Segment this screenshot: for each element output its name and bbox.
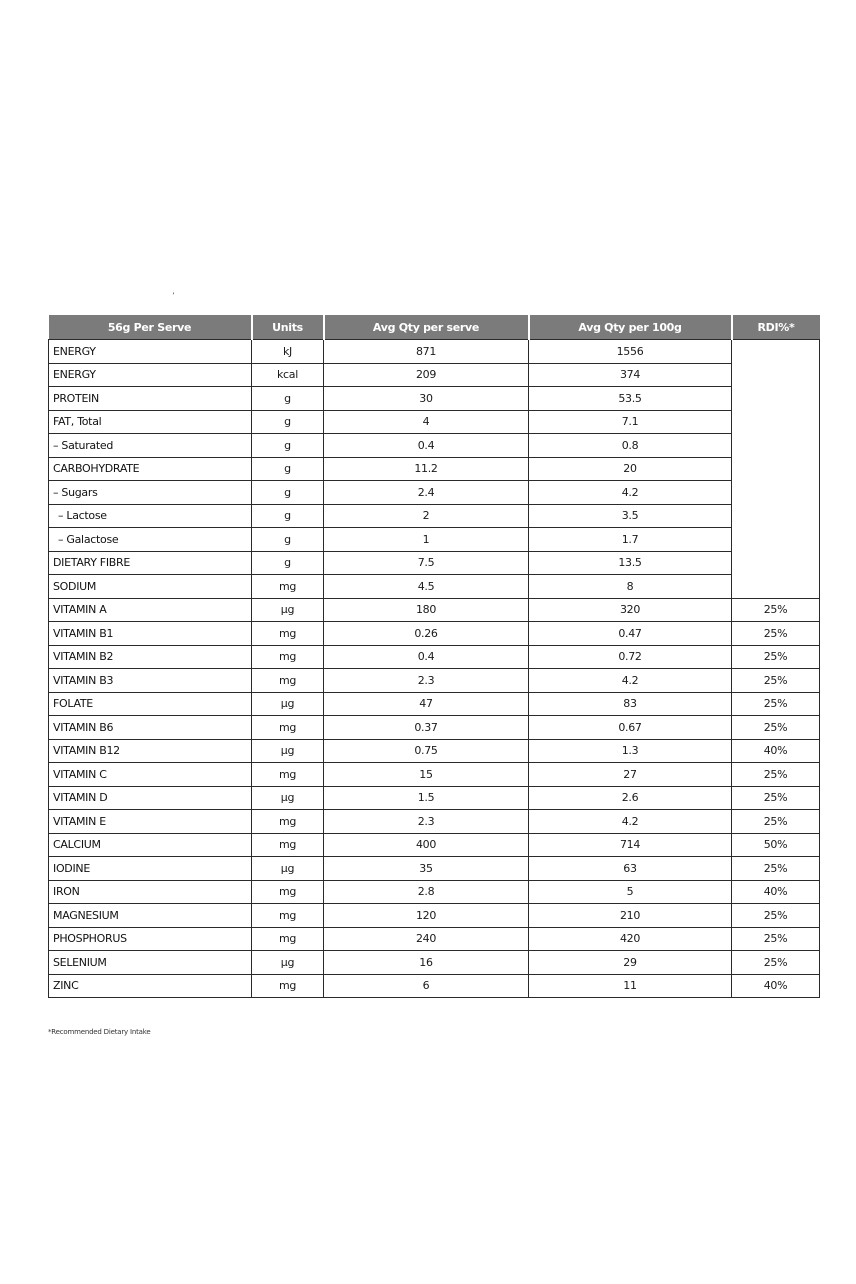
nutrient-name: – Saturated bbox=[49, 434, 252, 458]
nutrient-unit: mg bbox=[252, 904, 324, 928]
qty-per-serve: 2.8 bbox=[324, 880, 529, 904]
table-row bbox=[49, 363, 820, 387]
nutrient-unit: µg bbox=[252, 786, 324, 810]
nutrient-name: – Sugars bbox=[49, 481, 252, 505]
nutrient-name: – Lactose bbox=[49, 504, 252, 528]
nutrient-name: SODIUM bbox=[49, 575, 252, 599]
qty-per-100g: 714 bbox=[529, 833, 732, 857]
nutrient-unit: mg bbox=[252, 833, 324, 857]
nutrient-name: IODINE bbox=[49, 857, 252, 881]
rdi-percent: 25% bbox=[732, 786, 820, 810]
qty-per-serve: 4.5 bbox=[324, 575, 529, 599]
qty-per-100g: 0.67 bbox=[529, 716, 732, 740]
qty-per-100g: 8 bbox=[529, 575, 732, 599]
qty-per-100g: 63 bbox=[529, 857, 732, 881]
qty-per-100g: 1.7 bbox=[529, 528, 732, 552]
qty-per-serve: 16 bbox=[324, 951, 529, 975]
nutrient-unit: µg bbox=[252, 951, 324, 975]
nutrient-unit: g bbox=[252, 457, 324, 481]
qty-per-serve: 2 bbox=[324, 504, 529, 528]
qty-per-100g: 5 bbox=[529, 880, 732, 904]
rdi-percent: 25% bbox=[732, 763, 820, 787]
qty-per-serve: 0.75 bbox=[324, 739, 529, 763]
table-row bbox=[49, 551, 820, 575]
table-row bbox=[49, 481, 820, 505]
table-row bbox=[49, 833, 820, 857]
table-row bbox=[49, 880, 820, 904]
header-units: Units bbox=[252, 315, 324, 340]
qty-per-serve: 1.5 bbox=[324, 786, 529, 810]
nutrient-name: CARBOHYDRATE bbox=[49, 457, 252, 481]
table-row bbox=[49, 434, 820, 458]
nutrient-name: PHOSPHORUS bbox=[49, 927, 252, 951]
header-rdi: RDI%* bbox=[732, 315, 820, 340]
table-row bbox=[49, 387, 820, 411]
table-row bbox=[49, 410, 820, 434]
qty-per-100g: 53.5 bbox=[529, 387, 732, 411]
rdi-percent: 25% bbox=[732, 904, 820, 928]
header-serve: 56g Per Serve bbox=[49, 315, 252, 340]
nutrient-name: VITAMIN B3 bbox=[49, 669, 252, 693]
nutrient-name: VITAMIN B2 bbox=[49, 645, 252, 669]
nutrient-unit: µg bbox=[252, 692, 324, 716]
qty-per-serve: 47 bbox=[324, 692, 529, 716]
table-row bbox=[49, 340, 820, 364]
qty-per-100g: 0.72 bbox=[529, 645, 732, 669]
qty-per-100g: 374 bbox=[529, 363, 732, 387]
qty-per-serve: 0.37 bbox=[324, 716, 529, 740]
rdi-percent: 25% bbox=[732, 716, 820, 740]
nutrient-unit: mg bbox=[252, 622, 324, 646]
nutrient-name: VITAMIN D bbox=[49, 786, 252, 810]
nutrient-name: VITAMIN B1 bbox=[49, 622, 252, 646]
nutrient-name: ZINC bbox=[49, 974, 252, 998]
nutrient-name: CALCIUM bbox=[49, 833, 252, 857]
qty-per-serve: 0.4 bbox=[324, 645, 529, 669]
nutrient-name: VITAMIN C bbox=[49, 763, 252, 787]
nutrient-unit: mg bbox=[252, 669, 324, 693]
qty-per-100g: 1.3 bbox=[529, 739, 732, 763]
rdi-percent: 25% bbox=[732, 692, 820, 716]
nutrition-table bbox=[48, 315, 820, 998]
header-row bbox=[49, 315, 820, 340]
rdi-percent: 40% bbox=[732, 880, 820, 904]
nutrient-unit: mg bbox=[252, 645, 324, 669]
rdi-percent: 25% bbox=[732, 645, 820, 669]
nutrient-name: VITAMIN B12 bbox=[49, 739, 252, 763]
qty-per-serve: 11.2 bbox=[324, 457, 529, 481]
nutrient-unit: mg bbox=[252, 575, 324, 599]
nutrient-unit: mg bbox=[252, 880, 324, 904]
nutrient-unit: g bbox=[252, 551, 324, 575]
table-row bbox=[49, 951, 820, 975]
qty-per-100g: 3.5 bbox=[529, 504, 732, 528]
rdi-percent: 25% bbox=[732, 810, 820, 834]
qty-per-100g: 0.47 bbox=[529, 622, 732, 646]
header-per-serve: Avg Qty per serve bbox=[324, 315, 529, 340]
qty-per-serve: 30 bbox=[324, 387, 529, 411]
nutrient-unit: µg bbox=[252, 598, 324, 622]
nutrient-unit: g bbox=[252, 434, 324, 458]
qty-per-serve: 2.3 bbox=[324, 669, 529, 693]
qty-per-serve: 871 bbox=[324, 340, 529, 364]
nutrient-name: SELENIUM bbox=[49, 951, 252, 975]
header-per-100g: Avg Qty per 100g bbox=[529, 315, 732, 340]
rdi-percent: 25% bbox=[732, 622, 820, 646]
qty-per-100g: 29 bbox=[529, 951, 732, 975]
nutrient-name: DIETARY FIBRE bbox=[49, 551, 252, 575]
qty-per-100g: 13.5 bbox=[529, 551, 732, 575]
nutrient-name: VITAMIN B6 bbox=[49, 716, 252, 740]
nutrient-unit: g bbox=[252, 410, 324, 434]
nutrient-name: ENERGY bbox=[49, 340, 252, 364]
table-row bbox=[49, 645, 820, 669]
nutrient-name: – Galactose bbox=[49, 528, 252, 552]
nutrient-name: VITAMIN E bbox=[49, 810, 252, 834]
qty-per-100g: 4.2 bbox=[529, 810, 732, 834]
nutrition-body bbox=[49, 340, 820, 998]
qty-per-serve: 2.3 bbox=[324, 810, 529, 834]
rdi-blank-cell bbox=[732, 340, 820, 599]
qty-per-serve: 400 bbox=[324, 833, 529, 857]
table-row bbox=[49, 504, 820, 528]
qty-per-serve: 240 bbox=[324, 927, 529, 951]
table-row bbox=[49, 457, 820, 481]
qty-per-100g: 4.2 bbox=[529, 481, 732, 505]
nutrient-unit: mg bbox=[252, 974, 324, 998]
rdi-percent: 25% bbox=[732, 669, 820, 693]
qty-per-100g: 83 bbox=[529, 692, 732, 716]
qty-per-100g: 2.6 bbox=[529, 786, 732, 810]
qty-per-serve: 2.4 bbox=[324, 481, 529, 505]
rdi-percent: 40% bbox=[732, 974, 820, 998]
nutrient-unit: kJ bbox=[252, 340, 324, 364]
nutrient-unit: kcal bbox=[252, 363, 324, 387]
qty-per-serve: 180 bbox=[324, 598, 529, 622]
table-row bbox=[49, 622, 820, 646]
qty-per-serve: 7.5 bbox=[324, 551, 529, 575]
nutrient-name: FOLATE bbox=[49, 692, 252, 716]
nutrient-name: VITAMIN A bbox=[49, 598, 252, 622]
qty-per-serve: 209 bbox=[324, 363, 529, 387]
table-row bbox=[49, 575, 820, 599]
rdi-percent: 25% bbox=[732, 598, 820, 622]
table-row bbox=[49, 598, 820, 622]
qty-per-100g: 4.2 bbox=[529, 669, 732, 693]
nutrient-name: PROTEIN bbox=[49, 387, 252, 411]
table-row bbox=[49, 810, 820, 834]
qty-per-serve: 6 bbox=[324, 974, 529, 998]
qty-per-100g: 7.1 bbox=[529, 410, 732, 434]
nutrient-unit: g bbox=[252, 528, 324, 552]
nutrient-unit: mg bbox=[252, 927, 324, 951]
nutrient-name: MAGNESIUM bbox=[49, 904, 252, 928]
table-row bbox=[49, 763, 820, 787]
table-row bbox=[49, 739, 820, 763]
table-row bbox=[49, 927, 820, 951]
table-row bbox=[49, 716, 820, 740]
nutrient-unit: mg bbox=[252, 716, 324, 740]
table-row bbox=[49, 528, 820, 552]
nutrient-unit: g bbox=[252, 504, 324, 528]
qty-per-serve: 0.4 bbox=[324, 434, 529, 458]
nutrient-unit: g bbox=[252, 387, 324, 411]
table-row bbox=[49, 692, 820, 716]
nutrient-unit: µg bbox=[252, 857, 324, 881]
qty-per-100g: 1556 bbox=[529, 340, 732, 364]
qty-per-100g: 20 bbox=[529, 457, 732, 481]
rdi-percent: 50% bbox=[732, 833, 820, 857]
footnote: *Recommended Dietary Intake bbox=[48, 1028, 151, 1036]
nutrient-unit: µg bbox=[252, 739, 324, 763]
table-row bbox=[49, 904, 820, 928]
table-row bbox=[49, 669, 820, 693]
nutrient-unit: mg bbox=[252, 810, 324, 834]
rdi-percent: 25% bbox=[732, 951, 820, 975]
qty-per-100g: 0.8 bbox=[529, 434, 732, 458]
qty-per-serve: 0.26 bbox=[324, 622, 529, 646]
rdi-percent: 40% bbox=[732, 739, 820, 763]
qty-per-serve: 15 bbox=[324, 763, 529, 787]
qty-per-100g: 420 bbox=[529, 927, 732, 951]
qty-per-100g: 320 bbox=[529, 598, 732, 622]
table-row bbox=[49, 786, 820, 810]
nutrient-name: FAT, Total bbox=[49, 410, 252, 434]
qty-per-100g: 27 bbox=[529, 763, 732, 787]
qty-per-serve: 1 bbox=[324, 528, 529, 552]
nutrient-name: IRON bbox=[49, 880, 252, 904]
qty-per-serve: 120 bbox=[324, 904, 529, 928]
nutrient-name: ENERGY bbox=[49, 363, 252, 387]
stray-mark: ʼ bbox=[172, 292, 175, 302]
qty-per-serve: 4 bbox=[324, 410, 529, 434]
qty-per-100g: 11 bbox=[529, 974, 732, 998]
qty-per-serve: 35 bbox=[324, 857, 529, 881]
qty-per-100g: 210 bbox=[529, 904, 732, 928]
nutrient-unit: mg bbox=[252, 763, 324, 787]
rdi-percent: 25% bbox=[732, 857, 820, 881]
table-row bbox=[49, 974, 820, 998]
nutrient-unit: g bbox=[252, 481, 324, 505]
rdi-percent: 25% bbox=[732, 927, 820, 951]
table-row bbox=[49, 857, 820, 881]
